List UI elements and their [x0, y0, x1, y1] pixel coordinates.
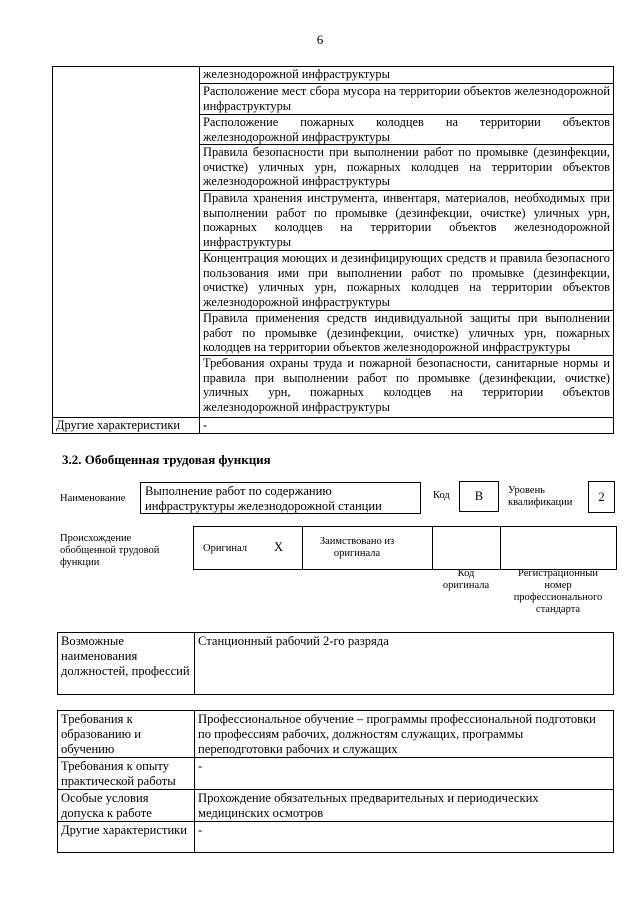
requirement-value: -	[195, 758, 614, 790]
knowledge-row: Правила хранения инструмента, инвентаря, материалов, необходимых при выполнении работ по промывке (дезинфекции, очистке) уличных урн, пожарных колодцев на территории объектов железнодорожной инфраструктуры	[200, 191, 614, 251]
positions-label: Возможные наименования должностей, профессий	[58, 633, 195, 695]
origin-divider	[432, 526, 433, 570]
origin-divider	[302, 526, 303, 570]
original-mark: Х	[274, 540, 284, 554]
requirements-table	[57, 710, 614, 853]
code-label: Код	[433, 490, 450, 501]
knowledge-row: Правила безопасности при выполнении работ по промывке (дезинфекции, очистке) уличных урн, пожарных колодцев на территории объектов железнодорожной инфраструктуры	[200, 145, 614, 191]
code-original-caption: Код оригинала	[442, 568, 490, 591]
origin-divider	[500, 526, 501, 570]
other-characteristics-value: -	[200, 418, 614, 434]
borrowed-label: Заимствовано из оригинала	[319, 536, 395, 559]
code-box	[459, 481, 499, 512]
original-label: Оригинал	[203, 543, 247, 554]
section-title: 3.2. Обобщенная трудовая функция	[62, 452, 271, 467]
knowledge-row: Расположение мест сбора мусора на территории объектов железнодорожной инфраструктуры	[200, 84, 614, 115]
requirement-label: Особые условия допуска к работе	[58, 790, 195, 822]
requirement-value: Прохождение обязательных предварительных и периодических медицинских осмотров	[195, 790, 614, 822]
positions-value: Станционный рабочий 2-го разряда	[195, 633, 614, 695]
requirement-label: Требования к опыту практической работы	[58, 758, 195, 790]
requirement-value: -	[195, 822, 614, 853]
reg-number-caption: Регистрационный номер профессионального стандарта	[513, 568, 603, 615]
positions-table	[57, 632, 614, 695]
requirement-label: Другие характеристики	[58, 822, 195, 853]
page-number: 6	[316, 32, 324, 47]
requirement-value: Профессиональное обучение – программы профессиональной подготовки по профессиям рабочих, должностям служащих, программы переподготовки рабочих и служащих	[195, 711, 614, 758]
name-box	[140, 482, 421, 514]
knowledge-row: Расположение пожарных колодцев на территории объектов железнодорожной инфраструктуры	[200, 115, 614, 145]
name-label: Наименование	[60, 493, 126, 504]
name-value: Выполнение работ по содержанию инфраструктуры железнодорожной станции	[145, 484, 382, 513]
level-label: Уровень квалификации	[508, 485, 573, 508]
knowledge-table-left-cell	[53, 67, 200, 418]
knowledge-row: Требования охраны труда и пожарной безопасности, санитарные нормы и правила при выполнении работ по промывке (дезинфекции, очистке) уличных урн, пожарных колодцев на территории объектов железнодорожной инфраструктуры	[200, 356, 614, 418]
knowledge-table	[52, 66, 614, 434]
knowledge-row: Концентрация моющих и дезинфицирующих средств и правила безопасного пользования ими при выполнении работ по промывке (дезинфекции, очистке) уличных урн, пожарных колодцев на территории объектов железнодорожной инфраструктуры	[200, 251, 614, 311]
other-characteristics-label: Другие характеристики	[53, 418, 200, 434]
knowledge-row: Правила применения средств индивидуальной защиты при выполнении работ по промывке (дезинфекции, очистке) уличных урн, пожарных колодцев на территории объектов железнодорожной инфраструктуры	[200, 311, 614, 356]
level-box	[588, 481, 615, 513]
origin-label: Происхождение обобщенной трудовой функции	[60, 533, 160, 568]
knowledge-row: железнодорожной инфраструктуры	[200, 67, 614, 84]
level-value: 2	[598, 490, 605, 504]
requirement-label: Требования к образованию и обучению	[58, 711, 195, 758]
code-value: В	[474, 489, 484, 503]
